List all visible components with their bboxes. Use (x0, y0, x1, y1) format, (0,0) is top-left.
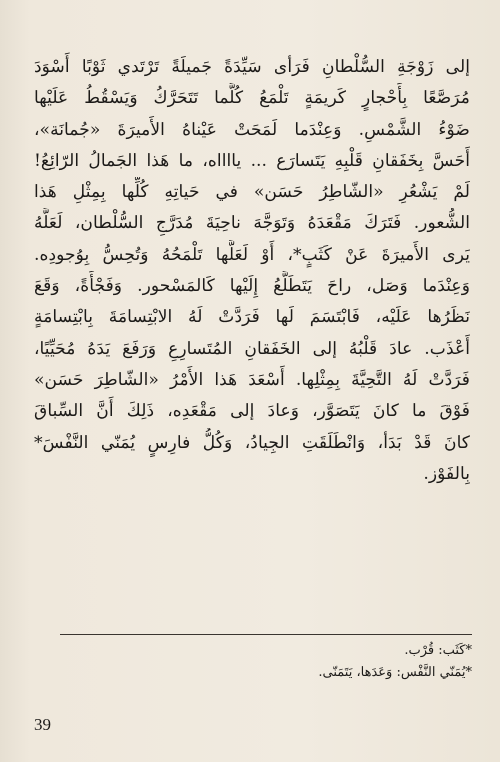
text-line: كانَ قَدْ بَدَأ، وَانْطَلَقَتِ الجِيادُ، وَكُلُّ فارِسٍ يُمَنّي النَّفْسَ* (34, 432, 470, 453)
text-line: مُرَصَّعًا بِأَحْجارٍ كَريمَةٍ تَلْمَعُ كُلَّما تَتَحَرَّكُ وَيَسْقُطُ عَلَيْها (34, 88, 470, 109)
text-line: أَحَسَّ بِخَفَقانِ قَلْبِهِ يَتَسارَع ... يااااه، ما هَذا الجَمالُ الرّائِعُ! (34, 150, 470, 171)
text-line: فَوْقَ ما كانَ يَتَصَوَّر، وَعادَ إلى مَقْعَدِه، ذَلِكَ أَنَّ السِّباقَ (34, 401, 470, 422)
footnote: *كَثَب: قُرْب. (404, 643, 472, 658)
text-line: الشُّعور. فَتَرَكَ مَقْعَدَهُ وَتَوَجَّهَ ناحِيَةَ مُدَرَّجِ السُّلْطان، لَعَلَّهُ (34, 213, 470, 234)
text-line: فَرَدَّتْ لَهُ التَّحِيَّةَ بِمِثْلِها. أَسْعَدَ هَذا الأَمْرُ «الشّاطِرَ حَسَن» (34, 369, 470, 390)
text-line: لَمْ يَشْعُرِ «الشّاطِرُ حَسَن» في حَياتِهِ كُلِّها بِمِثْلِ هَذا (34, 182, 470, 203)
text-line: وَعِنْدَما وَصَل، راحَ يَتَطَلَّعُ إِلَيْها كَالمَسْحور. وَفَجْأَةً، وَقَعَ (34, 276, 470, 297)
footnote: *يُمَنّي النَّفْس: وَعَدَها، يَتَمَنّى. (318, 665, 472, 680)
footnote-divider (60, 634, 472, 635)
body-text (34, 52, 470, 490)
page-number: 39 (34, 715, 51, 734)
text-line: أَعْذَب. عادَ قَلْبُهُ إلى الخَفَقانِ المُتَسارِعِ وَرَفَعَ يَدَهُ مُحَيِّيًا، (34, 338, 470, 359)
text-line: نَظَرُها عَلَيْه، فَابْتَسَمَ لَها فَرَدَّتْ لَهُ الابْتِسامَةَ بِابْتِسامَةٍ (34, 307, 470, 328)
text-line: بِالفَوْز. (423, 463, 470, 484)
text-line: ضَوْءُ الشَّمْسِ. وَعِنْدَما لَمَحَتْ عَيْناهُ الأَميرَةَ «جُمانَة»، (34, 119, 470, 140)
text-line: يَرى الأَميرَةَ عَنْ كَثَبٍ*، أَوْ لَعَلَّها تَلْمَحُهُ وَتُحِسُّ بِوُجودِه. (34, 244, 470, 265)
text-line: إلى زَوْجَةِ السُّلْطانِ فَرَأى سَيِّدَةً جَميلَةً تَرْتَدي ثَوْبًا أَسْوَدَ (34, 57, 470, 77)
footnotes (60, 640, 472, 684)
